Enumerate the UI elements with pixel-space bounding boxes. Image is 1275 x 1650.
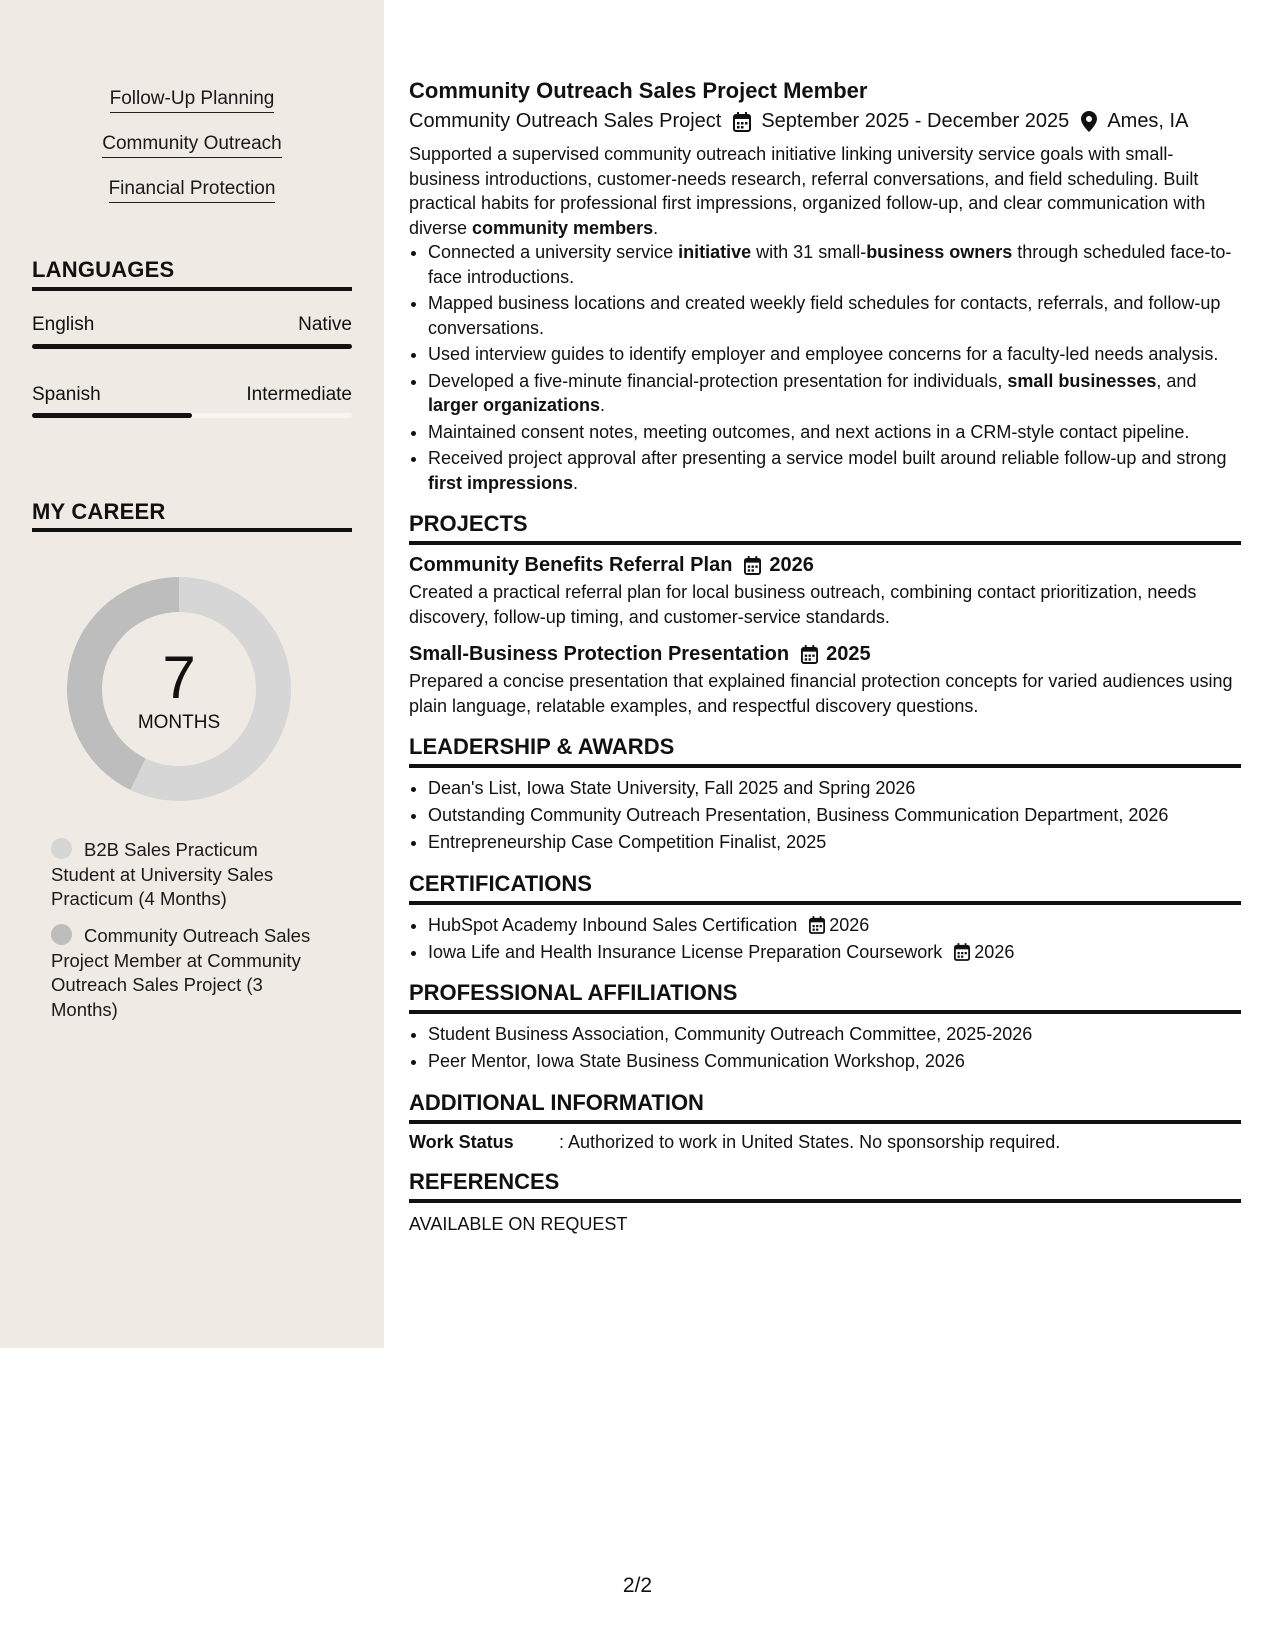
project-year: 2026	[769, 554, 814, 576]
language-name: Spanish	[32, 384, 101, 405]
list-item	[428, 940, 1241, 965]
job-summary: Supported a supervised community outreach initiative linking university service goals with small-business introductions, customer-needs research, referral conversations, and field scheduling. Built practical habits for professional first impressions, organized follow-up, and clear communication with diverse community members.	[409, 144, 1206, 238]
calendar-icon	[733, 112, 751, 132]
certification-name: • HubSpot Academy Inbound Sales Certification	[428, 914, 798, 935]
map-pin-icon	[1081, 111, 1097, 132]
calendar-icon	[744, 556, 761, 575]
list-item: • Entrepreneurship Case Competition Finalist, 2025	[428, 830, 1241, 855]
career-legend-item: Community Outreach Sales Project Member at Community Outreach Sales Project (3 Months)	[51, 925, 311, 1020]
list-item: • Student Business Association, Community Outreach Committee, 2025-2026	[428, 1022, 1241, 1047]
work-status-value: : Authorized to work in United States. No sponsorship required.	[559, 1131, 1061, 1152]
list-item: • Mapped business locations and created weekly field schedules for contacts, referrals, and follow-up conversations.	[428, 291, 1241, 340]
work-status-label: Work Status	[409, 1131, 514, 1152]
job-title: Community Outreach Sales Project Member	[409, 78, 868, 103]
language-name: English	[32, 314, 95, 335]
list-item: • Dean's List, Iowa State University, Fall 2025 and Spring 2026	[428, 776, 1241, 801]
calendar-icon	[801, 645, 818, 664]
job-organization: Community Outreach Sales Project	[409, 110, 722, 132]
career-heading: MY CAREER	[32, 499, 166, 524]
list-item	[428, 913, 1241, 938]
sidebar	[0, 0, 384, 1348]
language-row	[32, 384, 352, 406]
project-title: Small-Business Protection Presentation 2025	[409, 643, 871, 665]
calendar-icon	[954, 943, 970, 961]
leadership-heading: LEADERSHIP & AWARDS	[409, 734, 1241, 768]
skill-tag: Follow-Up Planning	[0, 88, 384, 110]
certification-name: • Iowa Life and Health Insurance License Preparation Coursework	[428, 941, 943, 962]
legend-dot	[51, 838, 72, 859]
certifications-heading: CERTIFICATIONS	[409, 871, 1241, 905]
skill-tag: Financial Protection	[0, 178, 384, 200]
list-item: • Outstanding Community Outreach Presentation, Business Communication Department, 2026	[428, 803, 1241, 828]
leadership-list	[409, 776, 1241, 855]
project-description: Prepared a concise presentation that explained financial protection concepts for varied audiences using plain language, relatable examples, and respectful discovery questions.	[409, 671, 1233, 716]
list-item: • Maintained consent notes, meeting outcomes, and next actions in a CRM-style contact pipeline.	[428, 420, 1241, 445]
project-year: 2025	[826, 643, 871, 665]
language-level: Native	[298, 314, 352, 335]
list-item: • Received project approval after presenting a service model built around reliable follow-up and strong first impressions.	[428, 446, 1241, 495]
job-dates: September 2025 - December 2025	[761, 110, 1070, 132]
page-number: 2/2	[622, 1574, 653, 1597]
language-level: Intermediate	[246, 384, 352, 405]
list-item: • Connected a university service initiative with 31 small-business owners through scheduled face-to-face introductions.	[428, 240, 1241, 289]
affiliations-list	[409, 1022, 1241, 1074]
project-title: Community Benefits Referral Plan 2026	[409, 554, 814, 576]
career-rule	[32, 528, 352, 532]
work-status	[409, 1132, 1241, 1153]
language-bar	[32, 344, 352, 349]
certification-year: 2026	[829, 914, 870, 935]
certification-year: 2026	[974, 941, 1015, 962]
references-heading: REFERENCES	[409, 1169, 1241, 1203]
affiliations-heading: PROFESSIONAL AFFILIATIONS	[409, 980, 1241, 1014]
list-item: • Developed a five-minute financial-protection presentation for individuals, small businesses, and larger organizations.	[428, 369, 1241, 418]
legend-dot	[51, 924, 72, 945]
language-bar-fill	[32, 413, 192, 418]
language-row	[32, 314, 352, 336]
job-bullets	[409, 240, 1241, 495]
additional-heading: ADDITIONAL INFORMATION	[409, 1090, 1241, 1124]
language-bar	[32, 413, 352, 418]
career-legend-item: B2B Sales Practicum Student at University Sales Practicum (4 Months)	[51, 839, 274, 909]
certifications-list	[409, 913, 1241, 965]
language-bar-fill	[32, 344, 352, 349]
career-total-unit: MONTHS	[137, 712, 221, 733]
main-content	[409, 78, 1241, 1235]
projects-heading: PROJECTS	[409, 511, 1241, 545]
languages-heading: LANGUAGES	[32, 257, 175, 282]
calendar-icon	[809, 916, 825, 934]
languages-rule	[32, 287, 352, 291]
list-item: • Used interview guides to identify employer and employee concerns for a faculty-led needs analysis.	[428, 342, 1241, 367]
list-item: • Peer Mentor, Iowa State Business Communication Workshop, 2026	[428, 1049, 1241, 1074]
references-text: AVAILABLE ON REQUEST	[409, 1213, 628, 1234]
job-location: Ames, IA	[1107, 110, 1189, 132]
career-total-value: 7	[162, 644, 196, 711]
skill-tag: Community Outreach	[0, 133, 384, 155]
project-description: Created a practical referral plan for local business outreach, combining contact prioritization, needs discovery, follow-up timing, and customer-service standards.	[409, 582, 1197, 627]
job-meta	[409, 110, 1241, 133]
